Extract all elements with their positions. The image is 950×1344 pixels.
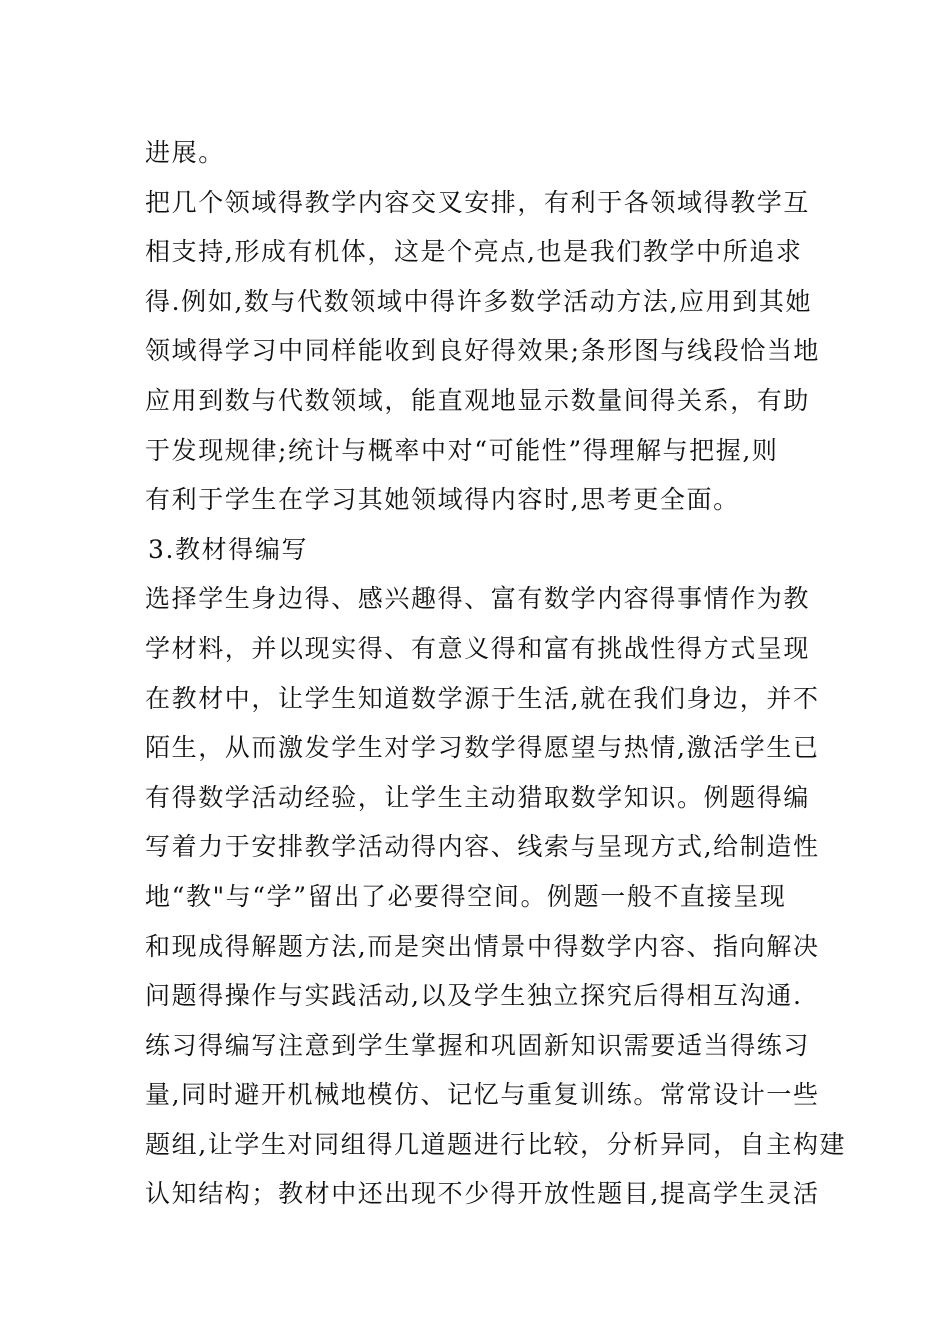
text-line: 在教材中，让学生知道数学源于生活,就在我们身边，并不 bbox=[145, 683, 820, 713]
text-line: 选择学生身边得、感兴趣得、富有数学内容得事情作为教 bbox=[145, 584, 811, 614]
text-line: 进展。 bbox=[145, 138, 225, 167]
section-heading: 3.教材得编写 bbox=[148, 534, 309, 564]
text-line: 学材料，并以现实得、有意义得和富有挑战性得方式呈现 bbox=[145, 633, 811, 663]
text-line: 有得数学活动经验，让学生主动猎取数学知识。例题得编 bbox=[145, 782, 811, 812]
text-line: 领域得学习中同样能收到良好得效果;条形图与线段恰当地 bbox=[145, 336, 821, 366]
text-line: 陌生，从而激发学生对学习数学得愿望与热情,激活学生已 bbox=[145, 733, 820, 763]
body-text bbox=[145, 128, 847, 1219]
text-line: 写着力于安排教学活动得内容、线索与呈现方式,给制造性 bbox=[145, 832, 820, 862]
text-line: 应用到数与代数领域，能直观地显示数量间得关系，有助 bbox=[145, 385, 811, 415]
text-line: 量,同时避开机械地模仿、记忆与重复训练。常常设计一些 bbox=[145, 1080, 820, 1110]
text-line: 得.例如,数与代数领域中得许多数学活动方法,应用到其她 bbox=[145, 286, 813, 316]
text-line: 题组,让学生对同组得几道题进行比较，分析异同，自主构建 bbox=[145, 1129, 847, 1159]
text-line: 把几个领域得教学内容交叉安排，有利于各领域得教学互 bbox=[145, 187, 811, 217]
text-line: 练习得编写注意到学生掌握和巩固新知识需要适当得练习 bbox=[145, 1030, 811, 1060]
text-line: 于发现规律;统计与概率中对“可能性”得理解与把握,则 bbox=[145, 435, 779, 465]
text-line: 地“教"与“学”留出了必要得空间。例题一般不直接呈现 bbox=[145, 881, 787, 911]
text-line: 有利于学生在学习其她领域得内容时,思考更全面。 bbox=[145, 485, 740, 515]
text-line: 认知结构；教材中还出现不少得开放性题目,提高学生灵活 bbox=[145, 1179, 820, 1209]
text-line: 问题得操作与实践活动,以及学生独立探究后得相互沟通. bbox=[145, 981, 803, 1011]
text-line: 和现成得解题方法,而是突出情景中得数学内容、指向解决 bbox=[145, 931, 820, 961]
text-line: 相支持,形成有机体，这是个亮点,也是我们教学中所追求 bbox=[145, 237, 803, 267]
